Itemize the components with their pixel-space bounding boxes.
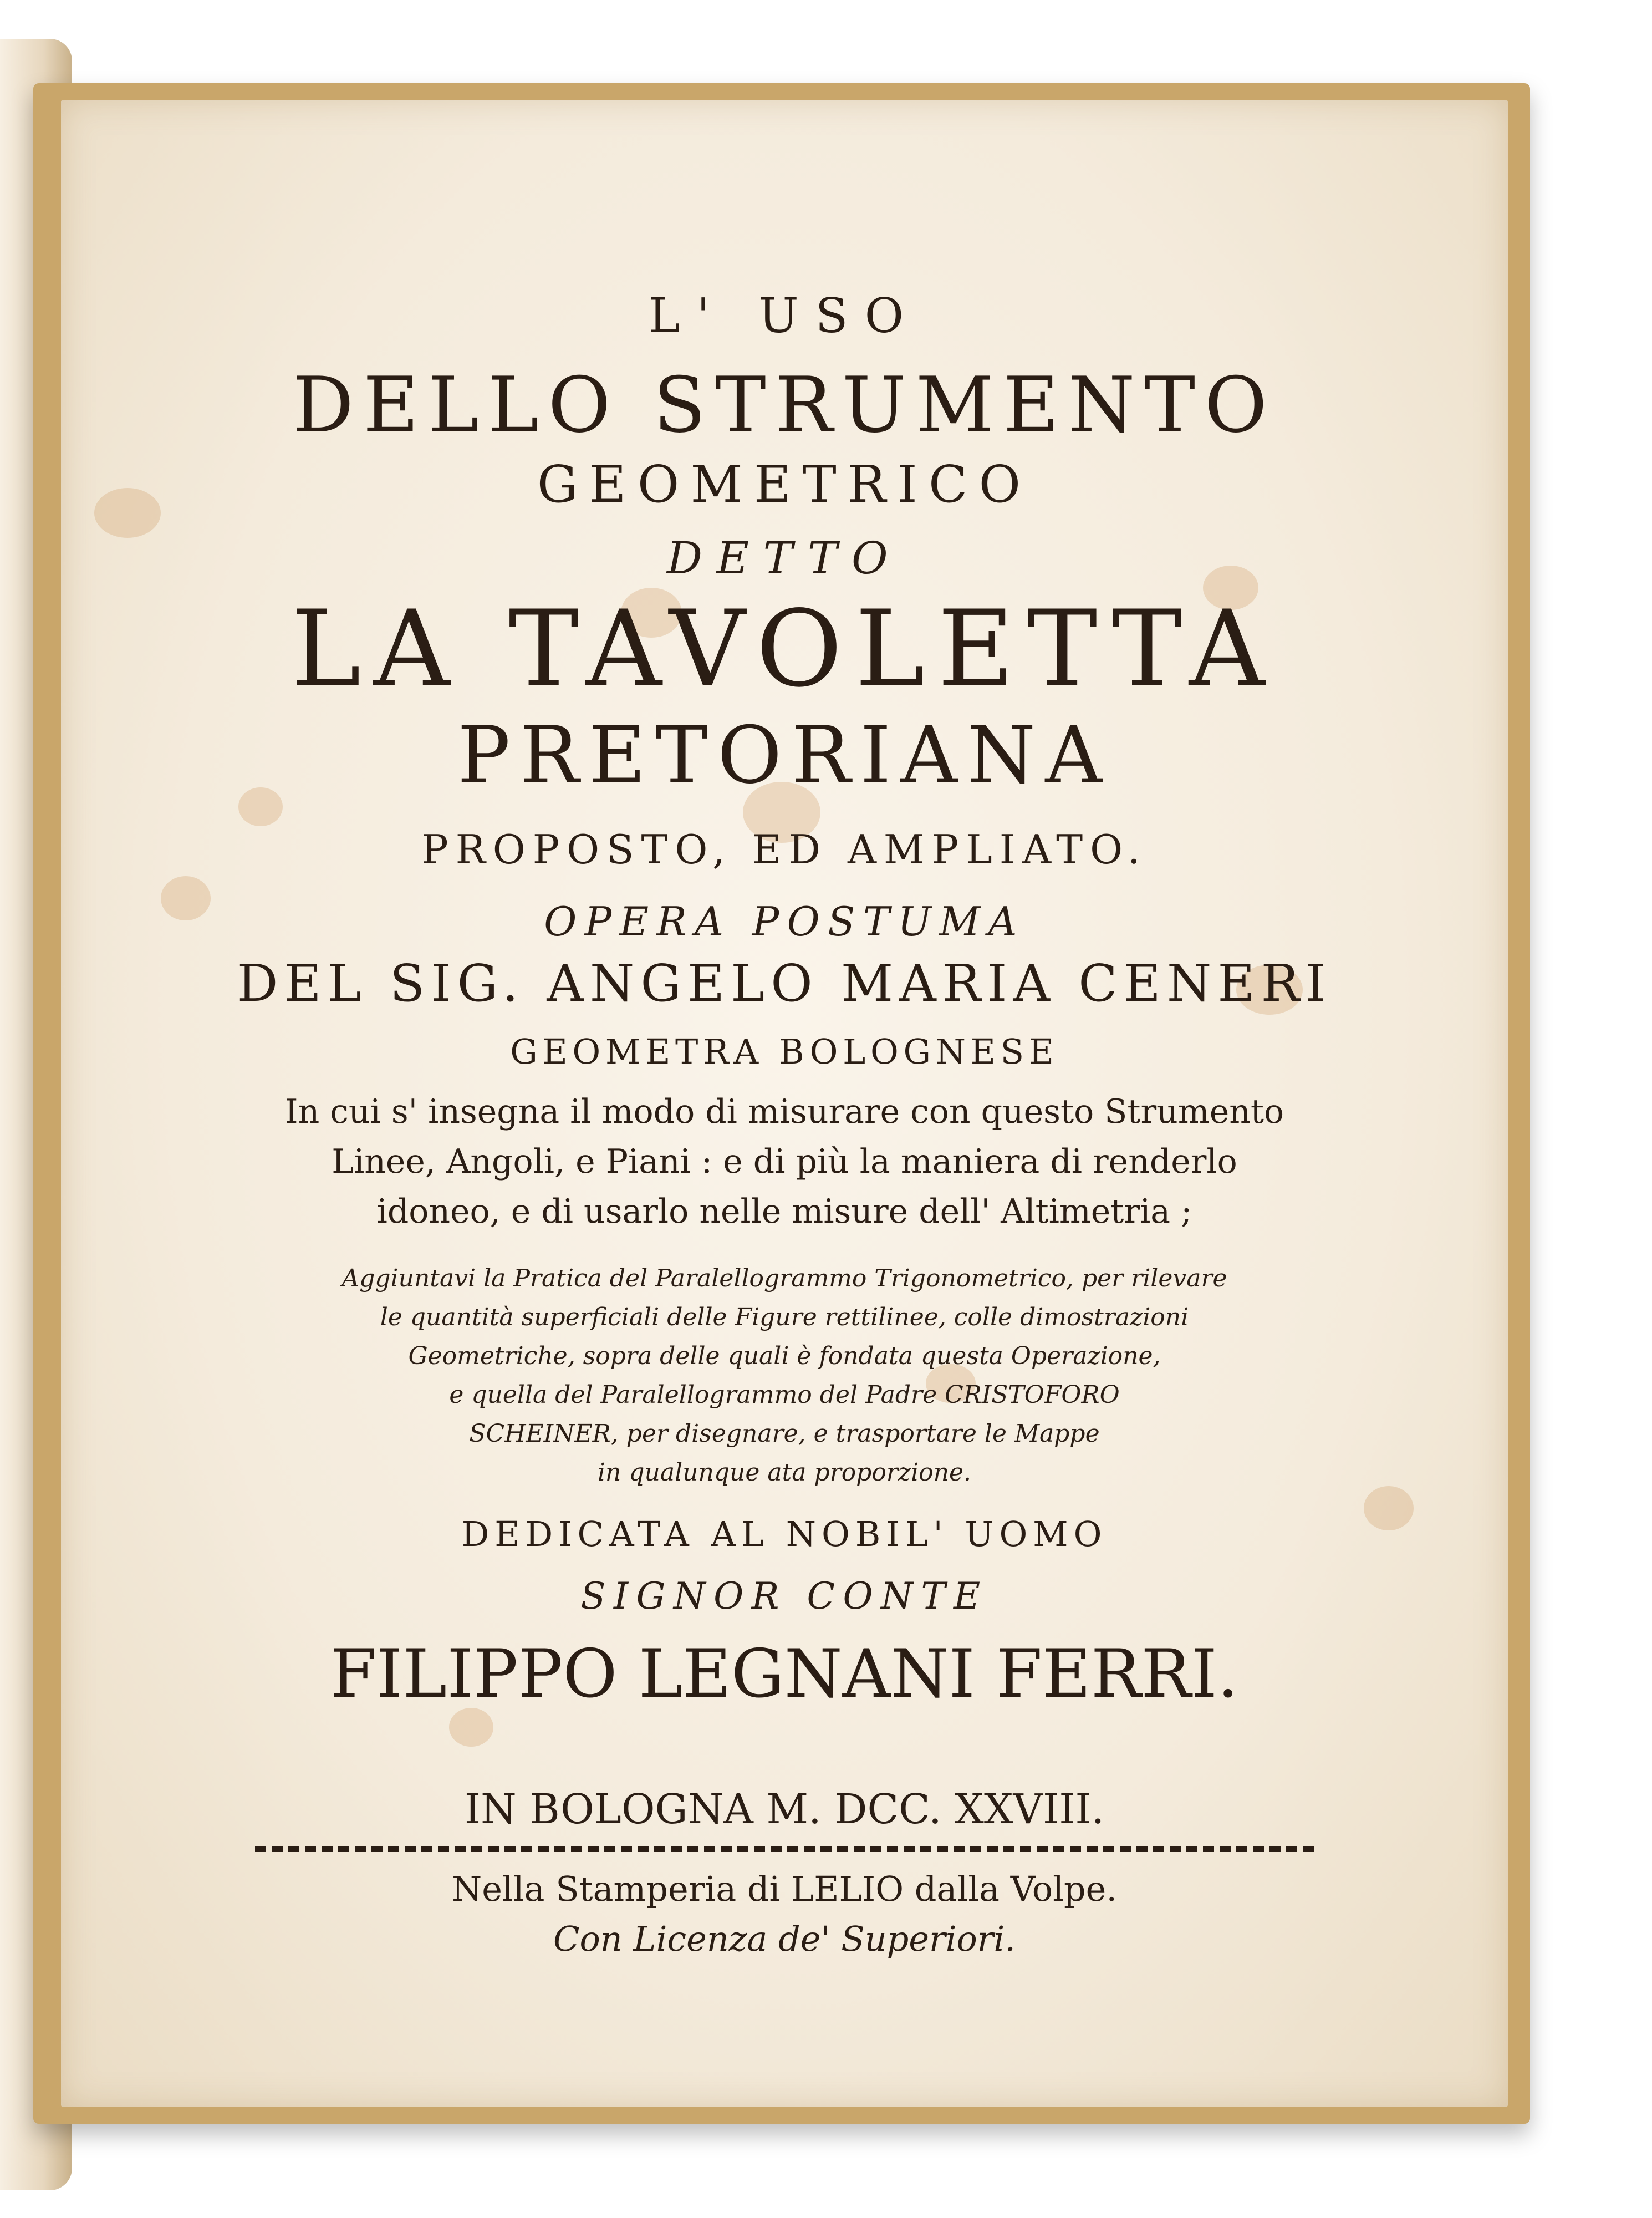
addition-line-6: in qualunque ata proporzione.	[597, 1458, 972, 1487]
description-line-1: In cui s' insegna il modo di misurare con questo Strumento	[284, 1092, 1284, 1131]
author-line-name: DEL SIG. ANGELO MARIA CENERI	[237, 954, 1332, 1013]
imprint-license: Con Licenza de' Superiori.	[553, 1919, 1016, 1959]
title-page	[61, 100, 1508, 2107]
dedication-line-2: SIGNOR CONTE	[580, 1575, 988, 1617]
imprint-printer: Nella Stamperia di LELIO dalla Volpe.	[451, 1869, 1118, 1909]
dedication-name: FILIPPO LEGNANI FERRI.	[330, 1636, 1239, 1713]
description-line-3: idoneo, e di usarlo nelle misure dell' Altimetria ;	[376, 1192, 1192, 1231]
imprint-place-date: IN BOLOGNA M. DCC. XXVIII.	[464, 1785, 1105, 1833]
title-line-geometrico: GEOMETRICO	[537, 455, 1032, 514]
addition-line-2: le quantità superficiali delle Figure rettilinee, colle dimostrazioni	[380, 1303, 1189, 1331]
addition-line-5: SCHEINER, per disegnare, e trasportare le Mappe	[469, 1420, 1100, 1448]
dedication-line-1: DEDICATA AL NOBIL' UOMO	[461, 1514, 1108, 1554]
title-line-pretoriana: PRETORIANA	[457, 710, 1111, 801]
imprint-rule	[255, 1846, 1314, 1852]
author-line-geometra: GEOMETRA BOLOGNESE	[510, 1031, 1059, 1072]
title-line-luso: L' USO	[648, 288, 921, 344]
title-line-detto: DETTO	[666, 532, 903, 584]
title-line-strumento: DELLO STRUMENTO	[292, 360, 1277, 450]
addition-line-4: e quella del Paralellogrammo del Padre CRISTOFORO	[449, 1381, 1120, 1409]
title-line-tavoletta: LA TAVOLETTA	[291, 588, 1278, 710]
description-line-2: Linee, Angoli, e Piani : e di più la maniera di renderlo	[332, 1142, 1237, 1181]
author-line-opera-postuma: OPERA POSTUMA	[544, 898, 1025, 945]
title-line-proposto: PROPOSTO, ED AMPLIATO.	[421, 826, 1148, 873]
addition-line-1: Aggiuntavi la Pratica del Paralellogrammo Trigonometrico, per rilevare	[341, 1264, 1227, 1293]
title-text-block	[61, 100, 1508, 2107]
addition-line-3: Geometriche, sopra delle quali è fondata questa Operazione,	[408, 1342, 1161, 1370]
